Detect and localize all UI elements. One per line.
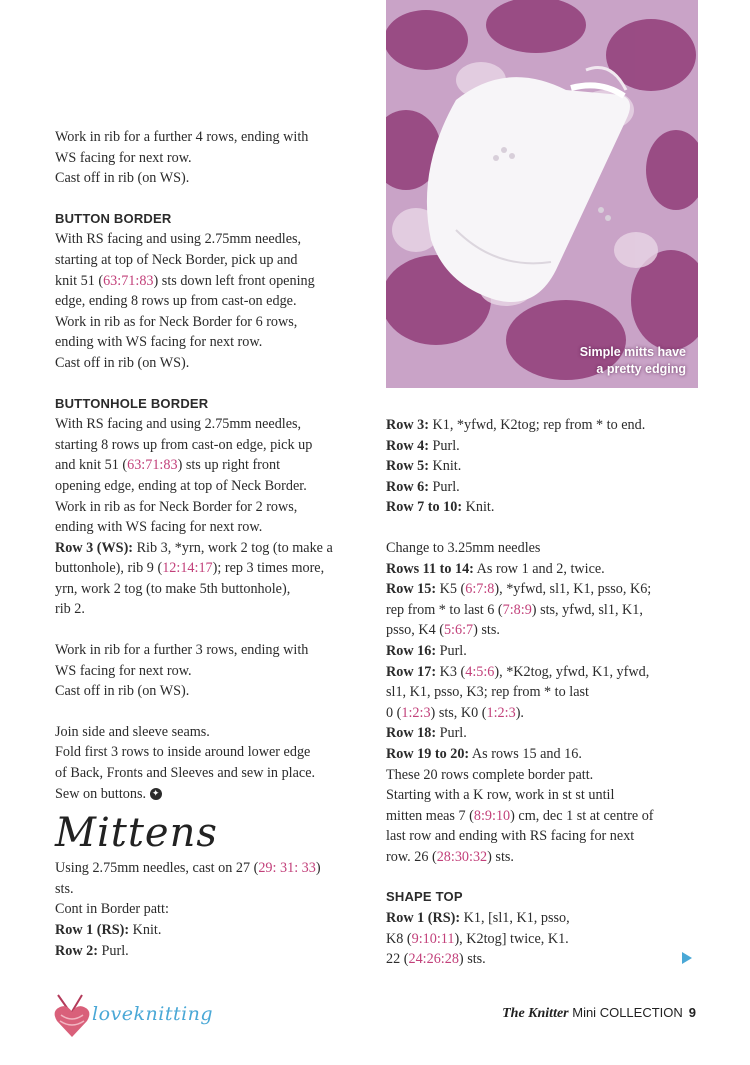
photo-illustration <box>386 0 698 388</box>
text-line: 0 (1:2:3) sts, K0 (1:2:3). <box>386 704 524 721</box>
text-line: sts. <box>55 880 74 897</box>
text-line: Change to 3.25mm needles <box>386 539 541 556</box>
row-instruction: Row 5: Knit. <box>386 458 462 475</box>
text-line: With RS facing and using 2.75mm needles, <box>55 231 302 248</box>
row-instruction: Row 3 (WS): Rib 3, *yrn, work 2 tog (to make a <box>55 539 333 556</box>
row-instruction: Row 6: Purl. <box>386 478 460 495</box>
text-line: row. 26 (28:30:32) sts. <box>386 848 514 865</box>
text-line: ending with WS facing for next row. <box>55 334 263 351</box>
row-instruction: Row 16: Purl. <box>386 642 467 659</box>
text-line: Work in rib for a further 4 rows, ending with <box>55 129 309 145</box>
row-instruction: Row 15: K5 (6:7:8), *yfwd, sl1, K1, psso, K6; <box>386 581 652 598</box>
text-line: last row and ending with RS facing for next <box>386 828 635 845</box>
text-line: Cont in Border patt: <box>55 901 169 918</box>
logo-text: loveknitting <box>92 1003 214 1025</box>
text-line: knit 51 (63:71:83) sts down left front opening <box>55 272 315 289</box>
text-line: K8 (9:10:11), K2tog] twice, K1. <box>386 930 569 947</box>
row-instruction: Row 18: Purl. <box>386 725 467 742</box>
text-line: Work in rib as for Neck Border for 2 rows, <box>55 498 298 515</box>
right-column <box>386 415 706 970</box>
row-instruction: Row 4: Purl. <box>386 437 460 454</box>
row-instruction: Row 19 to 20: As rows 15 and 16. <box>386 745 582 762</box>
yarn-heart-icon <box>52 993 92 1041</box>
text-line: Join side and sleeve seams. <box>55 723 210 740</box>
text-line: Cast off in rib (on WS). <box>55 354 190 371</box>
magazine-name: The Knitter <box>502 1006 569 1021</box>
text-line: starting at top of Neck Border, pick up and <box>55 251 298 268</box>
text-line: sl1, K1, psso, K3; rep from * to last <box>386 684 589 701</box>
mitten-photo <box>386 0 698 388</box>
text-line: Sew on buttons. ✦ <box>55 784 367 805</box>
text-line: With RS facing and using 2.75mm needles, <box>55 416 302 433</box>
text-line: buttonhole), rib 9 (12:14:17); rep 3 times more, <box>55 560 325 577</box>
text-line: Starting with a K row, work in st st until <box>386 787 615 804</box>
button-border-heading: BUTTON BORDER <box>55 210 172 226</box>
text-line: Work in rib for a further 3 rows, ending with <box>55 642 309 659</box>
caption-line: a pretty edging <box>596 362 686 376</box>
photo-caption <box>580 344 686 378</box>
row-instruction: Row 3: K1, *yfwd, K2tog; rep from * to end. <box>386 417 646 433</box>
row-instruction: Row 1 (RS): K1, [sl1, K1, psso, <box>386 910 570 927</box>
footer-collection: COLLECTION <box>599 1005 683 1020</box>
loveknitting-logo <box>52 993 212 1041</box>
text-line: and knit 51 (63:71:83) sts up right front <box>55 457 281 474</box>
text-line: yrn, work 2 tog (to make 5th buttonhole), <box>55 580 291 597</box>
row-instruction: Rows 11 to 14: As row 1 and 2, twice. <box>386 560 605 577</box>
text-line: These 20 rows complete border patt. <box>386 766 594 783</box>
shape-top-heading: SHAPE TOP <box>386 889 463 905</box>
text-line: Work in rib as for Neck Border for 6 rows, <box>55 313 298 330</box>
text-line: ending with WS facing for next row. <box>55 519 263 536</box>
text-line: Fold first 3 rows to inside around lower edge <box>55 744 311 761</box>
left-column <box>55 127 367 961</box>
text-line: starting 8 rows up from cast-on edge, pick up <box>55 436 313 453</box>
text-line: Cast off in rib (on WS). <box>55 170 190 187</box>
text-line: rep from * to last 6 (7:8:9) sts, yfwd, sl1, K1, <box>386 601 643 618</box>
text-line: 22 (24:26:28) sts. <box>386 951 486 968</box>
caption-line: Simple mitts have <box>579 345 686 359</box>
row-instruction: Row 17: K3 (4:5:6), *K2tog, yfwd, K1, yfwd, <box>386 663 650 680</box>
text-line: rib 2. <box>55 601 85 618</box>
text-line: WS facing for next row. <box>55 662 192 679</box>
row-instruction: Row 1 (RS): Knit. <box>55 922 162 938</box>
text-line: mitten meas 7 (8:9:10) cm, dec 1 st at centre of <box>386 807 654 824</box>
text-line: Cast off in rib (on WS). <box>55 683 190 700</box>
row-instruction: Row 2: Purl. <box>55 942 129 959</box>
page-footer <box>502 1005 696 1022</box>
text-line: WS facing for next row. <box>55 149 192 166</box>
continue-arrow-icon <box>682 952 692 964</box>
text-line: of Back, Fronts and Sleeves and sew in place. <box>55 765 316 782</box>
page-number: 9 <box>688 1005 696 1020</box>
buttonhole-border-heading: BUTTONHOLE BORDER <box>55 395 209 411</box>
text-line: psso, K4 (5:6:7) sts. <box>386 622 500 639</box>
end-mark-icon: ✦ <box>150 788 162 800</box>
row-instruction: Row 7 to 10: Knit. <box>386 499 495 516</box>
text-line: Using 2.75mm needles, cast on 27 (29: 31: 33) <box>55 860 321 877</box>
mittens-title: Mittens <box>55 810 218 857</box>
footer-mini: Mini <box>568 1005 600 1020</box>
text-line: opening edge, ending at top of Neck Border. <box>55 477 307 494</box>
text-line: edge, ending 8 rows up from cast-on edge. <box>55 293 297 310</box>
